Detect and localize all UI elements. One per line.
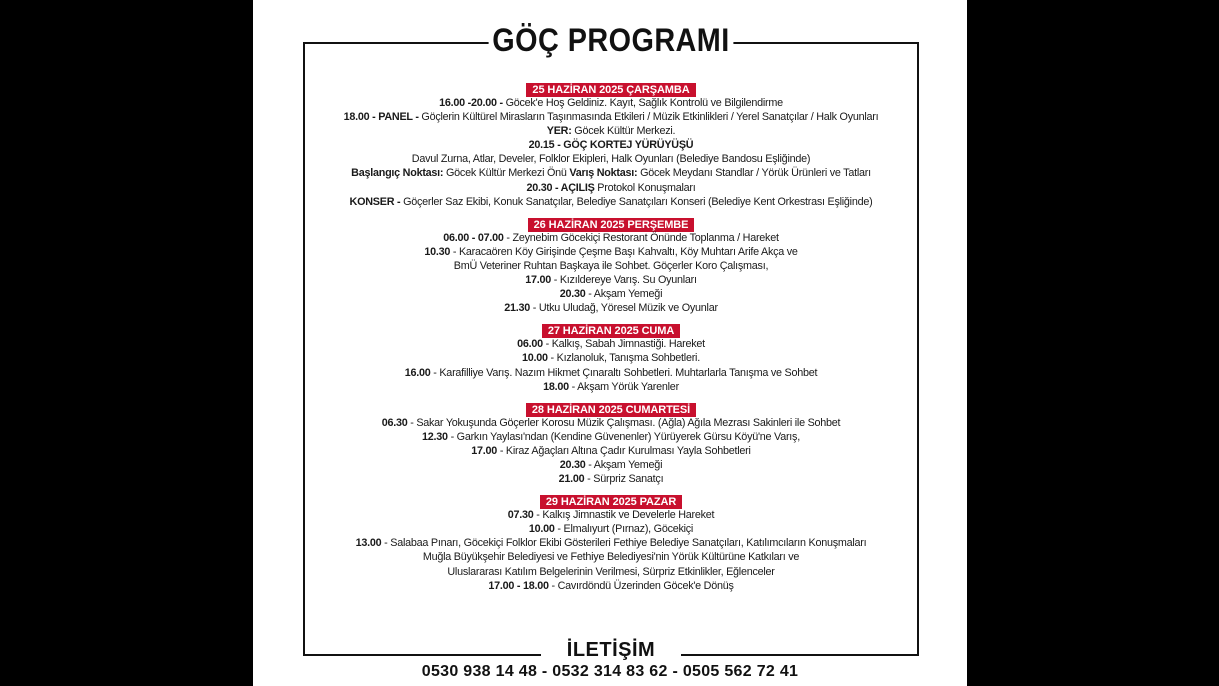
line-text: - Kalkış Jimnastik ve Develerle Hareket bbox=[533, 509, 715, 522]
line-text: Davul Zurna, Atlar, Develer, Folklor Ekipleri, Halk Oyunları (Belediye Bandosu Eşliğinde) bbox=[411, 153, 811, 166]
line-time: 17.00 bbox=[525, 274, 551, 287]
date-header bbox=[305, 492, 917, 507]
line-text: Göcek'e Hoş Geldiniz. Kayıt, Sağlık Kontrolü ve Bilgilendirme bbox=[502, 97, 783, 109]
schedule-line bbox=[305, 195, 917, 209]
date-header bbox=[305, 80, 917, 95]
schedule-line bbox=[305, 245, 917, 259]
line-time: 18.00 - PANEL - bbox=[343, 111, 419, 124]
schedule-line bbox=[305, 430, 917, 444]
schedule-line bbox=[305, 181, 917, 195]
schedule-line bbox=[305, 522, 917, 536]
line-text: - Kızlanoluk, Tanışma Sohbetleri. bbox=[547, 352, 700, 365]
schedule-line bbox=[305, 508, 917, 522]
line-time: 12.30 bbox=[422, 430, 448, 443]
line-text: - Karacaören Köy Girişinde Çeşme Başı Kahvaltı, Köy Muhtarı Arife Akça ve bbox=[450, 245, 798, 258]
schedule-line bbox=[305, 536, 917, 550]
schedule-line bbox=[305, 380, 917, 394]
line-time: 20.30 bbox=[559, 458, 586, 471]
schedule-line bbox=[305, 337, 917, 351]
schedule-line bbox=[305, 138, 917, 152]
day-section bbox=[305, 215, 917, 316]
date-badge: 25 HAZİRAN 2025 ÇARŞAMBA bbox=[526, 83, 695, 97]
line-text: Muğla Büyükşehir Belediyesi ve Fethiye Belediyesi'nin Yörük Kültürüne Katkıları ve bbox=[422, 551, 800, 564]
line-time: 21.30 bbox=[504, 302, 530, 315]
line-time: YER: bbox=[546, 125, 572, 138]
line-text: Protokol Konuşmaları bbox=[594, 181, 696, 194]
line-time: 06.00 - 07.00 bbox=[443, 231, 504, 244]
line-time: KONSER - bbox=[349, 195, 401, 208]
day-section bbox=[305, 400, 917, 486]
schedule-line bbox=[305, 259, 917, 273]
day-section bbox=[305, 321, 917, 393]
line-text: - Salabaa Pınarı, Göcekiçi Folklor Ekibi Gösterileri Fethiye Belediye Sanatçıları, Katılımcıların Konuşmaları bbox=[381, 537, 867, 550]
schedule-line bbox=[305, 287, 917, 301]
contact-phones: 0530 938 14 48 - 0532 314 83 62 - 0505 562 72 41 bbox=[421, 663, 799, 680]
line-text: - Akşam Yemeği bbox=[585, 288, 663, 301]
line-text: Göçlerin Kültürel Mirasların Taşınmasında Etkileri / Müzik Etkinlikleri / Yerel Sanatçılar / Halk Oyunları bbox=[418, 111, 879, 124]
line-time: 21.00 bbox=[558, 473, 585, 486]
line-text: - Zeynebim Göcekiçi Restorant Önünde Toplanma / Hareket bbox=[503, 231, 779, 244]
schedule-line bbox=[305, 366, 917, 380]
line-time: 20.30 bbox=[559, 288, 586, 301]
schedule-line bbox=[305, 231, 917, 245]
line-text: - Cavırdöndü Üzerinden Göcek'e Dönüş bbox=[548, 579, 734, 592]
line-time: 07.30 bbox=[507, 509, 534, 522]
date-badge: 29 HAZİRAN 2025 PAZAR bbox=[540, 495, 682, 509]
schedule-line bbox=[305, 273, 917, 287]
date-header bbox=[305, 321, 917, 336]
date-header bbox=[305, 400, 917, 415]
date-badge: 26 HAZİRAN 2025 PERŞEMBE bbox=[528, 218, 695, 232]
schedule-line bbox=[305, 565, 917, 579]
schedule-line bbox=[305, 351, 917, 365]
line-time: 18.00 bbox=[543, 380, 569, 393]
line-time: 16.00 bbox=[404, 366, 431, 379]
schedule-line bbox=[305, 458, 917, 472]
day-section bbox=[305, 492, 917, 593]
schedule-line bbox=[305, 110, 917, 124]
schedule-line bbox=[305, 96, 917, 110]
line-text: Göcek Kültür Merkezi Önü bbox=[443, 167, 567, 180]
line-time: 10.30 bbox=[424, 245, 451, 258]
line-text: - Akşam Yörük Yarenler bbox=[568, 380, 679, 393]
schedule-line bbox=[305, 444, 917, 458]
date-badge: 27 HAZİRAN 2025 CUMA bbox=[542, 324, 680, 338]
line-time: 20.30 - AÇILIŞ bbox=[526, 181, 595, 194]
schedule-line bbox=[305, 579, 917, 593]
line-time: 16.00 -20.00 - bbox=[439, 97, 503, 109]
line-text: - Sürpriz Sanatçı bbox=[584, 473, 664, 486]
schedule-line bbox=[305, 416, 917, 430]
date-header bbox=[305, 215, 917, 230]
schedule-line bbox=[305, 550, 917, 564]
line-text: - Sakar Yokuşunda Göçerler Korosu Müzik Çalışması. (Ağla) Ağıla Mezrası Sakinleri ile Sohbet bbox=[407, 416, 841, 429]
schedule-line bbox=[305, 124, 917, 138]
line-text: Göcek Meydanı Standlar / Yörük Ürünleri ve Tatları bbox=[637, 167, 871, 180]
line-text: - Akşam Yemeği bbox=[585, 458, 663, 471]
schedule-line bbox=[305, 472, 917, 486]
contact-label: İLETİŞİM bbox=[541, 636, 681, 664]
line-text: Uluslararası Katılım Belgelerinin Verilmesi, Sürpriz Etkinlikler, Eğlenceler bbox=[447, 565, 775, 578]
line-time: 06.00 bbox=[517, 338, 543, 351]
day-section bbox=[305, 80, 917, 209]
line-text: - Kiraz Ağaçları Altına Çadır Kurulması Yayla Sohbetleri bbox=[497, 444, 751, 457]
schedule-line bbox=[305, 301, 917, 315]
date-badge: 28 HAZİRAN 2025 CUMARTESİ bbox=[526, 403, 696, 417]
line-time: 20.15 - GÖÇ KORTEJ YÜRÜYÜŞÜ bbox=[528, 139, 694, 152]
line-time: Varış Noktası: bbox=[566, 167, 638, 180]
line-text: Göcek Kültür Merkezi. bbox=[571, 125, 676, 138]
schedule bbox=[305, 80, 917, 599]
line-text: - Kalkış, Sabah Jimnastiği. Hareket bbox=[542, 338, 705, 351]
line-time: 10.00 bbox=[522, 352, 548, 365]
page-title: GÖÇ PROGRAMI bbox=[489, 20, 734, 60]
line-text: - Kızıldereye Varış. Su Oyunları bbox=[551, 274, 697, 287]
line-time: Başlangıç Noktası: bbox=[351, 167, 444, 180]
line-time: 13.00 bbox=[355, 537, 382, 550]
line-text: - Utku Uludağ, Yöresel Müzik ve Oyunlar bbox=[529, 302, 718, 315]
line-text: - Garkın Yaylası'ndan (Kendine Güvenenler) Yürüyerek Gürsu Köyü'ne Varış, bbox=[447, 430, 800, 443]
line-text: Göçerler Saz Ekibi, Konuk Sanatçılar, Belediye Sanatçıları Konseri (Belediye Kent Orkestrası Eşliğinde) bbox=[400, 195, 873, 208]
line-time: 10.00 bbox=[528, 523, 555, 536]
line-text: - Elmalıyurt (Pırnaz), Göcekiçi bbox=[554, 523, 694, 536]
schedule-line bbox=[305, 166, 917, 180]
line-time: 06.30 bbox=[381, 416, 408, 429]
line-text: - Karafilliye Varış. Nazım Hikmet Çınaraltı Sohbetleri. Muhtarlarla Tanışma ve Sohbet bbox=[430, 366, 818, 379]
schedule-line bbox=[305, 152, 917, 166]
line-time: 17.00 - 18.00 bbox=[488, 579, 549, 592]
line-time: 17.00 bbox=[471, 444, 498, 457]
line-text: BmÜ Veteriner Ruhtan Başkaya ile Sohbet. Göçerler Koro Çalışması, bbox=[453, 259, 769, 272]
program-poster bbox=[253, 0, 967, 686]
